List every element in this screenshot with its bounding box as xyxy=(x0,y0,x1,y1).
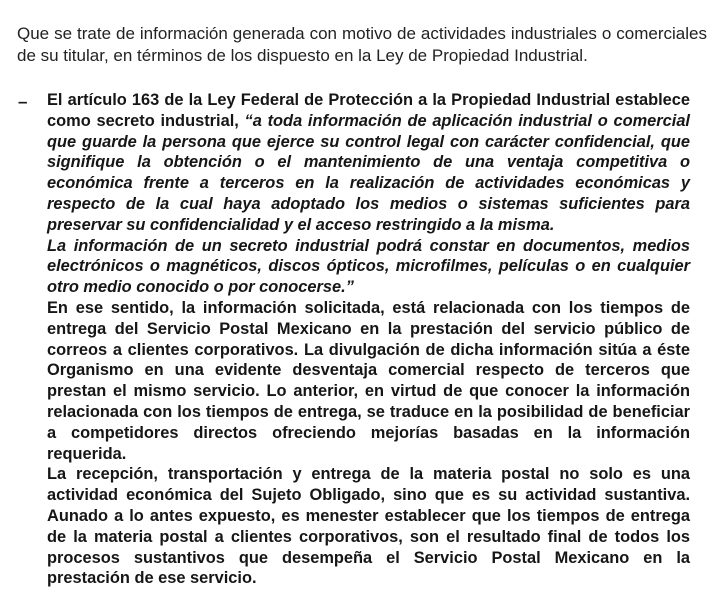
intro-paragraph: Que se trate de información generada con motivo de actividades industriales o comerciales de su titular, en términos de los dispuesto en la Ley de Propiedad Industrial. xyxy=(17,24,707,65)
paragraph-sentido: En ese sentido, la información solicitada, está relacionada con los tiempos de entrega del Servicio Postal Mexicano en la prestación del servicio público de correos a clientes corporativos. La divulgación de dicha información sitúa a éste Organismo en una evidente desventaja comercial respecto de terceros que prestan el mismo servicio. Lo anterior, en virtud de que conocer la información relacionada con los tiempos de entrega, se traduce en la posibilidad de beneficiar a competidores directos ofreciendo mejorías basadas en la información requerida. xyxy=(47,298,690,463)
article-block xyxy=(47,90,690,589)
paragraph-recepcion: La recepción, transportación y entrega de la materia postal no solo es una actividad económica del Sujeto Obligado, sino que es su actividad sustantiva. Aunado a lo antes expuesto, es menester establecer que los tiempos de entrega de la materia postal a clientes corporativos, son el resultado final de todos los procesos sustantivos que desempeña el Servicio Postal Mexicano en la prestación de ese servicio. xyxy=(47,465,690,588)
article-lead: El artículo 163 de la Ley Federal de Protección a la Propiedad Industrial establece como secreto industrial, xyxy=(47,91,690,130)
article-paragraph xyxy=(47,90,690,236)
article-quote-part2: La información de un secreto industrial podrá constar en documentos, medios electrónicos o magnéticos, discos ópticos, microfilmes, películas o en cualquier otro medio conocido o por conocerse.” xyxy=(47,236,690,297)
bullet-dash: – xyxy=(18,92,28,111)
article-quote-part1: “a toda información de aplicación industrial o comercial que guarde la persona que ejerce su control legal con carácter confidencial, que signifique la obtención o el mantenimiento de una ventaja competitiva o económica frente a terceros en la realización de actividades económicas y respecto de la cual haya adoptado los medios o sistemas suficientes para preservar su confidencialidad y el acceso restringido a la misma. xyxy=(47,111,690,234)
